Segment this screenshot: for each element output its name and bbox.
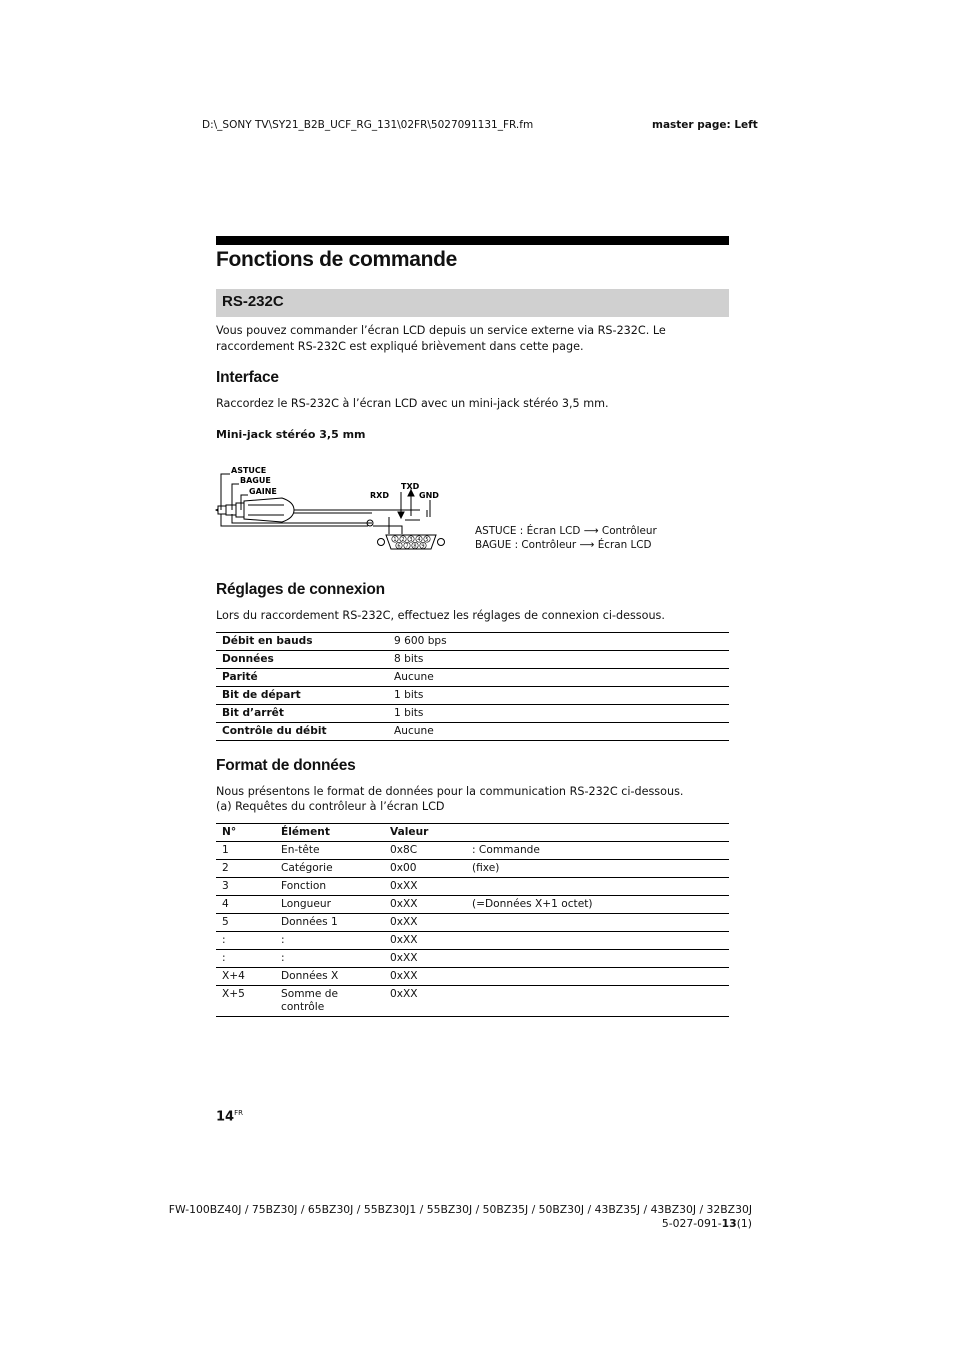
row-element: Somme de contrôle <box>275 986 384 1017</box>
label-gaine: GAINE <box>249 487 277 496</box>
interface-text: Raccordez le RS-232C à l’écran LCD avec un mini-jack stéréo 3,5 mm. <box>216 397 609 410</box>
row-value: 0x00 <box>384 860 466 878</box>
row-number: 2 <box>216 860 275 878</box>
row-number: X+5 <box>216 986 275 1017</box>
table-row <box>216 986 729 1017</box>
label-gnd: GND <box>419 491 439 500</box>
pin-label: 1 <box>393 536 397 543</box>
intro-paragraph: Vous pouvez commander l’écran LCD depuis un service externe via RS-232C. Le raccordement RS-232C est expliqué brièvement dans cette page. <box>216 324 666 353</box>
footer-code-prefix: 5-027-091- <box>661 1217 722 1230</box>
section-bar <box>216 289 729 317</box>
row-value: 0x8C <box>384 842 466 860</box>
pin-label: 5 <box>425 536 429 543</box>
setting-name: Parité <box>216 669 388 687</box>
footer-code-suffix: (1) <box>736 1217 752 1230</box>
row-number: : <box>216 932 275 950</box>
label-astuce: ASTUCE <box>231 466 267 475</box>
format-heading: Format de données <box>216 757 356 774</box>
row-element: Catégorie <box>275 860 384 878</box>
row-element: : <box>275 932 384 950</box>
row-number: : <box>216 950 275 968</box>
setting-value: 1 bits <box>388 705 729 723</box>
format-subtext: (a) Requêtes du contrôleur à l’écran LCD <box>216 800 445 813</box>
footer-code-bold: 13 <box>721 1217 737 1230</box>
setting-name: Contrôle du débit <box>216 723 388 741</box>
header-master-page: master page: Left <box>652 119 758 131</box>
row-note <box>466 968 729 986</box>
setting-name: Bit d’arrêt <box>216 705 388 723</box>
row-value: 0xXX <box>384 950 466 968</box>
table-row <box>216 860 729 878</box>
table-row <box>216 687 729 705</box>
row-note <box>466 950 729 968</box>
connection-heading: Réglages de connexion <box>216 581 385 598</box>
pin-label: 3 <box>409 536 413 543</box>
minijack-heading: Mini-jack stéréo 3,5 mm <box>216 428 366 441</box>
footer-code <box>662 1217 752 1230</box>
row-note: (=Données X+1 octet) <box>466 896 729 914</box>
table-row <box>216 651 729 669</box>
footer-models: FW-100BZ40J / 75BZ30J / 65BZ30J / 55BZ30J1 / 55BZ30J / 50BZ35J / 50BZ30J / 43BZ35J / 43BZ30J / 32BZ30J <box>168 1203 752 1216</box>
table-row <box>216 914 729 932</box>
row-value: 0xXX <box>384 914 466 932</box>
column-header: N° <box>216 824 275 842</box>
interface-heading: Interface <box>216 369 279 386</box>
table-row <box>216 723 729 741</box>
label-txd: TXD <box>401 482 420 491</box>
column-header: Valeur <box>384 824 466 842</box>
row-value: 0xXX <box>384 896 466 914</box>
row-element: Données 1 <box>275 914 384 932</box>
row-value: 0xXX <box>384 968 466 986</box>
row-note <box>466 932 729 950</box>
pin-label: 7 <box>405 543 409 550</box>
row-note <box>466 878 729 896</box>
row-element: En-tête <box>275 842 384 860</box>
row-value: 0xXX <box>384 986 466 1017</box>
row-note <box>466 914 729 932</box>
setting-value: 1 bits <box>388 687 729 705</box>
setting-value: 8 bits <box>388 651 729 669</box>
table-row <box>216 950 729 968</box>
page-number-lang: FR <box>234 1109 243 1117</box>
row-number: 4 <box>216 896 275 914</box>
pin-label: 4 <box>417 536 421 543</box>
table-row <box>216 669 729 687</box>
column-header: Élément <box>275 824 384 842</box>
table-row <box>216 842 729 860</box>
row-element: : <box>275 950 384 968</box>
row-number: 1 <box>216 842 275 860</box>
setting-value: 9 600 bps <box>388 633 729 651</box>
table-header-row <box>216 824 729 842</box>
row-note: : Commande <box>466 842 729 860</box>
row-note <box>466 986 729 1017</box>
column-header <box>466 824 729 842</box>
connection-settings-table <box>216 632 729 741</box>
label-bague: BAGUE <box>240 476 271 485</box>
table-row <box>216 633 729 651</box>
setting-name: Bit de départ <box>216 687 388 705</box>
section-title: RS-232C <box>222 293 284 310</box>
pin-label: 8 <box>413 543 417 550</box>
format-text: Nous présentons le format de données pour la communication RS-232C ci-dessous. <box>216 785 684 798</box>
table-row <box>216 932 729 950</box>
setting-name: Débit en bauds <box>216 633 388 651</box>
row-number: 5 <box>216 914 275 932</box>
page-title: Fonctions de commande <box>216 248 458 271</box>
setting-name: Données <box>216 651 388 669</box>
setting-value: Aucune <box>388 723 729 741</box>
row-element: Longueur <box>275 896 384 914</box>
legend-astuce: ASTUCE : Écran LCD ⟶ Contrôleur <box>475 525 657 537</box>
pin-label: 9 <box>421 543 425 550</box>
legend-bague: BAGUE : Contrôleur ⟶ Écran LCD <box>475 539 652 551</box>
row-value: 0xXX <box>384 878 466 896</box>
page-number-value: 14 <box>216 1109 235 1125</box>
row-value: 0xXX <box>384 932 466 950</box>
page-number <box>216 1109 243 1124</box>
label-rxd: RXD <box>370 491 389 500</box>
connection-text: Lors du raccordement RS-232C, effectuez les réglages de connexion ci-dessous. <box>216 609 665 622</box>
row-note: (fixe) <box>466 860 729 878</box>
row-element: Données X <box>275 968 384 986</box>
row-number: X+4 <box>216 968 275 986</box>
row-element: Fonction <box>275 878 384 896</box>
table-row <box>216 968 729 986</box>
title-rule <box>216 236 729 245</box>
pin-label: 6 <box>397 543 401 550</box>
table-row <box>216 705 729 723</box>
table-row <box>216 878 729 896</box>
setting-value: Aucune <box>388 669 729 687</box>
row-number: 3 <box>216 878 275 896</box>
data-format-table <box>216 823 729 1017</box>
pin-label: 2 <box>401 536 405 543</box>
header-file-path: D:\_SONY TV\SY21_B2B_UCF_RG_131\02FR\5027091131_FR.fm <box>202 119 534 131</box>
wiring-diagram <box>212 460 452 554</box>
table-row <box>216 896 729 914</box>
